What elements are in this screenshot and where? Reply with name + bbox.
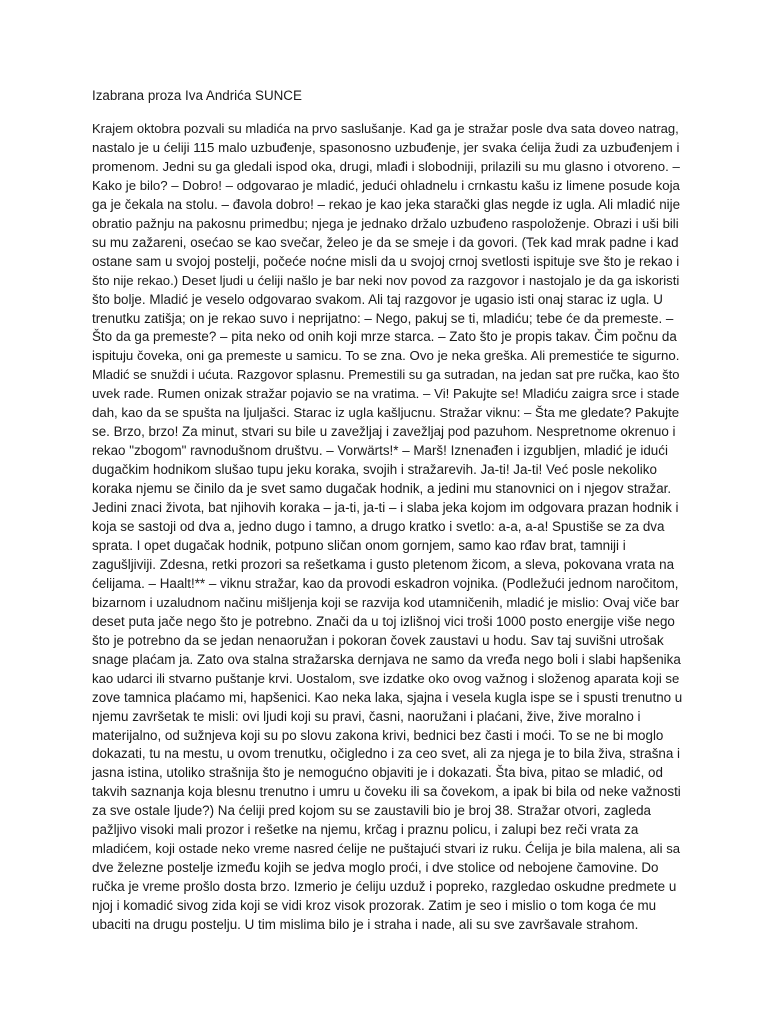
document-title: Izabrana proza Iva Andrića SUNCE [92,88,302,103]
body-line: pažljivo visoki mali prozor i rešetke na njemu, krčag i praznu policu, i zalupi bez reči vrata za [92,822,639,838]
body-line: rekao "zbogom" ravnodušnom društvu. – Vorwärts!* – Marš! Iznenađen i izgubljen, mladić je idući [92,443,668,459]
body-line: materijalno, od sužnjeva koji su po slovu zakona krivi, bednici bez časti i moći. To se ne bi moglo [92,727,664,743]
body-line: deset puta jače nego što je potrebno. Znači da u toj izlišnoj vici troši 1000 posto energije više nego [92,613,675,629]
body-line: dokazati, tu na mestu, u ovom trenutku, očigledno i za ceo svet, ali za njega je to bila živa, strašna i [92,746,681,762]
body-line: njemu završetak te misli: ovi ljudi koji su pravi, časni, naoružani i plaćani, žive, žive moralno i [92,708,641,724]
body-line: takvih saznanja koja blesnu trenutno i umru u čoveku ili sa čovekom, a ipak bi bila od neke važnosti [92,784,681,800]
body-line: snage plaćam ja. Zato ova stalna stražarska dernjava ne samo da vređa nego boli i slabi hapšenika [92,651,681,667]
body-line: Kako je bilo? – Dobro! – odgovarao je mladić, jedući ohladnelu i crnkastu kašu iz limene posude koja [92,177,680,193]
body-line: obratio pažnju na pakosnu primedbu; njega je jednako držalo uzbuđeno raspoloženje. Obrazi i uši bili [92,215,679,231]
body-line: što nije rekao.) Deset ljudi u ćeliji našlo je bar neki nov povod za razgovor i nastojalo je da ga iskoristi [92,272,680,288]
body-line: zove tamnica plaćamo mi, hapšenici. Kao neka laka, sjajna i vesela kugla ispe se i spusti trenutno u [92,689,683,705]
body-line: ga je čekala na stolu. – đavola dobro! – rekao je kao jeka starački glas negde iz ugla. Ali mladić nije [92,196,681,212]
body-line: bizarnom i uzaludnom načinu mišljenja koji se razvija kod utamničenih, mladić je mislio: Ovaj viče bar [92,594,680,610]
body-line: zagušljiviji. Zdesna, retki prozori sa rešetkama i gusto pletenom žicom, a sleva, pokovana vrata na [92,556,675,572]
body-line: uvek rade. Rumen onizak stražar pojavio se na vratima. – Vi! Pakujte se! Mladiću zaigra srce i stade [92,386,680,402]
body-line: sprata. I opet dugačak hodnik, potpuno sličan onom gornjem, samo kao rđav brat, tamniji i [92,537,626,553]
body-line: kao udarci ili stvarno puštanje krvi. Uostalom, sve izdatke oko ovog važnog i složenog aparata koji se [92,670,680,686]
body-line: za sve ostale ljude?) Na ćeliji pred kojom su se zaustavili bio je broj 38. Stražar otvori, zagleda [92,803,651,819]
body-line: nastalo je u ćeliji 115 malo uzbuđenje, spasonosno uzbuđenje, jer svaka ćelija žudi za uzbuđenjem i [92,139,680,155]
body-line: što je potrebno da se jedan nenaoružan i pokoran čovek zaustavi u hodu. Sav taj suvišni utrošak [92,632,664,648]
body-line: njoj i komadić sivog zida koji se vidi kroz visok prozorak. Zatim je seo i mislio o tom koga će mu [92,898,657,914]
document-body [92,120,682,935]
body-line: dve železne postelje između kojih se jedva moglo proći, i dve stolice od nebojene čamovine. Do [92,860,659,876]
body-line: dah, kao da se spušta na ljuljašci. Starac iz ugla kašljucnu. Stražar viknu: – Šta me gledate? Pakujte [92,405,680,421]
body-line: ćelijama. – Haalt!** – viknu stražar, kao da provodi eskadron vojnika. (Podležući jednom naročitom, [92,575,679,591]
body-line: što bolje. Mladić je veselo odgovarao svakom. Ali taj razgovor je ugasio isti onaj starac iz ugla. U [92,291,663,307]
body-line: Krajem oktobra pozvali su mladića na prvo saslušanje. Kad ga je stražar posle dva sata doveo natrag, [92,121,679,136]
body-line: jasna istina, utoliko strašnija što je nemogućno objaviti je i dokazati. Šta biva, pitao se mladić, od [92,765,663,781]
body-line: Mladić se snuždi i ućuta. Razgovor splasnu. Premestili su ga sutradan, na jedan sat pre ručka, kao što [92,367,680,383]
body-line: ručka je vreme prošlo dosta brzo. Izmerio je ćeliju uzduž i popreko, razgledao oskudne predmete u [92,879,677,895]
body-line: koja se sastoji od dva a, jedno dugo i tamno, a drugo kratko i svetlo: a-a, a-a! Spustiše se za dva [92,519,665,535]
body-line: ubaciti na drugu postelju. U tim mislima bilo je i straha i nade, ali su sve završavale strahom. [92,917,639,933]
body-line: ostane sam u svojoj postelji, počeće noćne misli da u svojoj crnoj svetlosti ispituje sve što je rekao i [92,253,680,269]
body-line: promenom. Jedni su ga gledali ispod oka, drugi, mlađi i slobodniji, prilazili su mu glasno i otvoreno. – [92,158,680,174]
body-line: Jedini znaci života, bat njihovih koraka – ja-ti, ja-ti – i slaba jeka kojom im odgovara prazan hodnik i [92,500,679,516]
body-line: dugačkim hodnikom slušao tupu jeku koraka, svojih i stražarevih. Ja-ti! Ja-ti! Već posle nekoliko [92,462,657,478]
body-line: se. Brzo, brzo! Za minut, stvari su bile u zavežljaj i zavežljaj pod pazuhom. Nespretnome okrenuo i [92,424,676,440]
body-line: ispituju čoveka, oni ga premeste u samicu. To se zna. Ovo je neka greška. Ali premestiće te sigurno. [92,348,680,364]
body-line: Što da ga premeste? – pita neko od onih koji mrze starca. – Zato što je propis takav. Čim počnu da [92,329,677,345]
body-line: mladićem, koji ostade neko vreme nasred ćelije ne puštajući stvari iz ruku. Ćelija je bila malena, ali sa [92,841,681,857]
body-line: su mu zažareni, osećao se kao svečar, želeo je da se smeje i da govori. (Tek kad mrak padne i kad [92,234,679,250]
body-line: koraka njemu se činilo da je svet samo dugačak hodnik, a jedini mu stanovnici on i njegov stražar. [92,481,672,497]
body-line: trenutku zatišja; on je rekao suvo i neprijatno: – Nego, pakuj se ti, mladiću; tebe će da premeste. – [92,310,674,326]
